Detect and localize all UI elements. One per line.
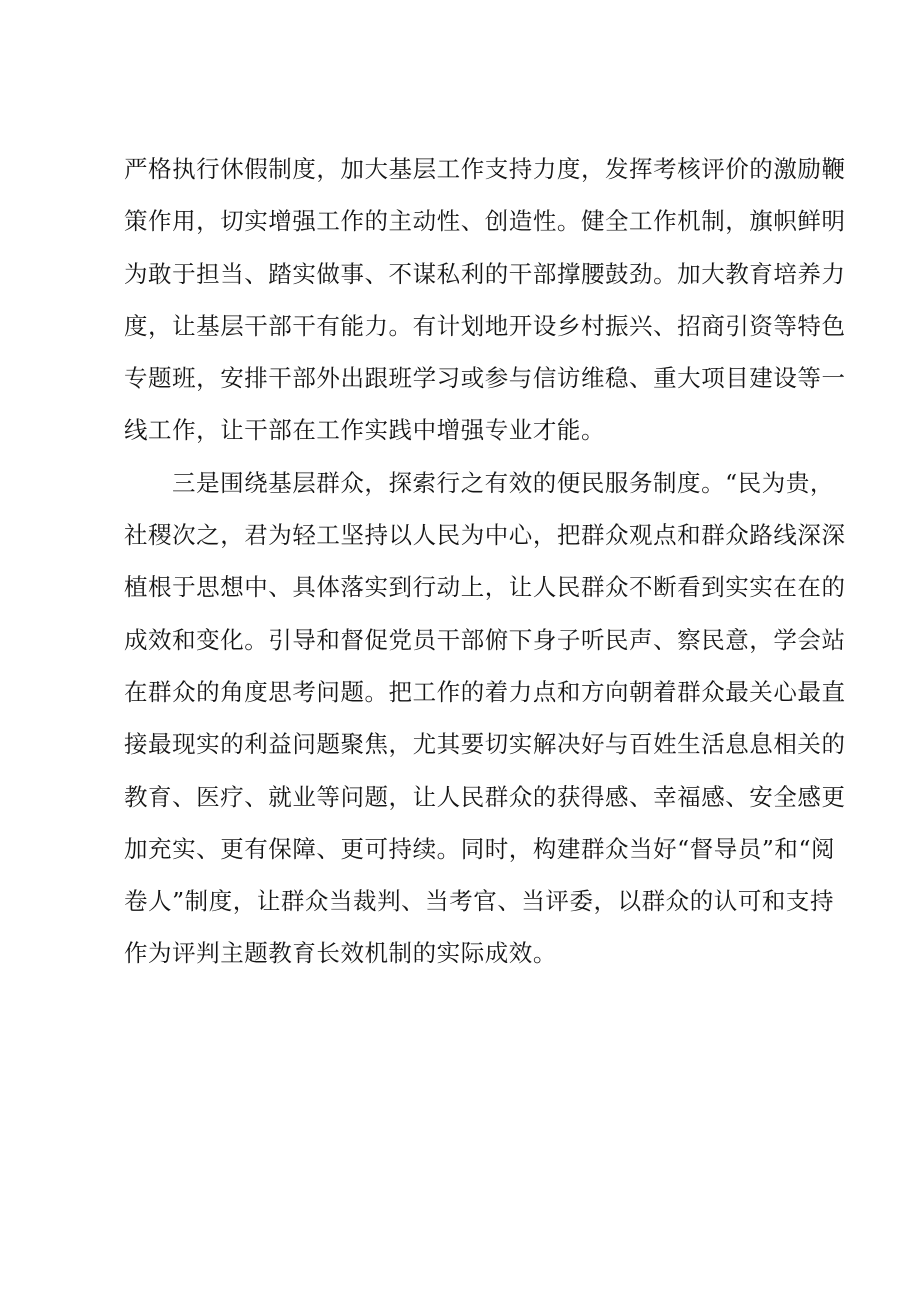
text-line: 在群众的角度思考问题。把工作的着力点和方向朝着群众最关心最直 xyxy=(124,677,846,706)
text-line: 接最现实的利益问题聚焦，尤其要切实解决好与百姓生活息息相关的 xyxy=(124,730,846,759)
text-line: 社稷次之，君为轻工坚持以人民为中心，把群众观点和群众路线深深 xyxy=(124,521,846,550)
text-line: 线工作，让干部在工作实践中增强专业才能。 xyxy=(124,416,605,445)
text-line: 为敢于担当、踏实做事、不谋私利的干部撑腰鼓劲。加大教育培养力 xyxy=(124,259,846,288)
paragraph-start-line: 三是围绕基层群众，探索行之有效的便民服务制度。“民为贵， xyxy=(172,468,834,497)
text-line: 作为评判主题教育长效机制的实际成效。 xyxy=(124,939,557,968)
text-line: 植根于思想中、具体落实到行动上，让人民群众不断看到实实在在的 xyxy=(124,573,846,602)
text-line: 策作用，切实增强工作的主动性、创造性。健全工作机制，旗帜鲜明 xyxy=(124,207,846,236)
document-body xyxy=(124,143,846,980)
text-line: 卷人”制度，让群众当裁判、当考官、当评委，以群众的认可和支持 xyxy=(124,887,835,916)
text-line: 专题班，安排干部外出跟班学习或参与信访维稳、重大项目建设等一 xyxy=(124,364,846,393)
text-line: 成效和变化。引导和督促党员干部俯下身子听民声、察民意，学会站 xyxy=(124,625,846,654)
text-line: 教育、医疗、就业等问题，让人民群众的获得感、幸福感、安全感更 xyxy=(124,782,846,811)
text-line: 加充实、更有保障、更可持续。同时，构建群众当好“督导员”和“阅 xyxy=(124,834,836,863)
text-line: 度，让基层干部干有能力。有计划地开设乡村振兴、招商引资等特色 xyxy=(124,311,846,340)
text-line: 严格执行休假制度，加大基层工作支持力度，发挥考核评价的激励鞭 xyxy=(124,155,846,183)
